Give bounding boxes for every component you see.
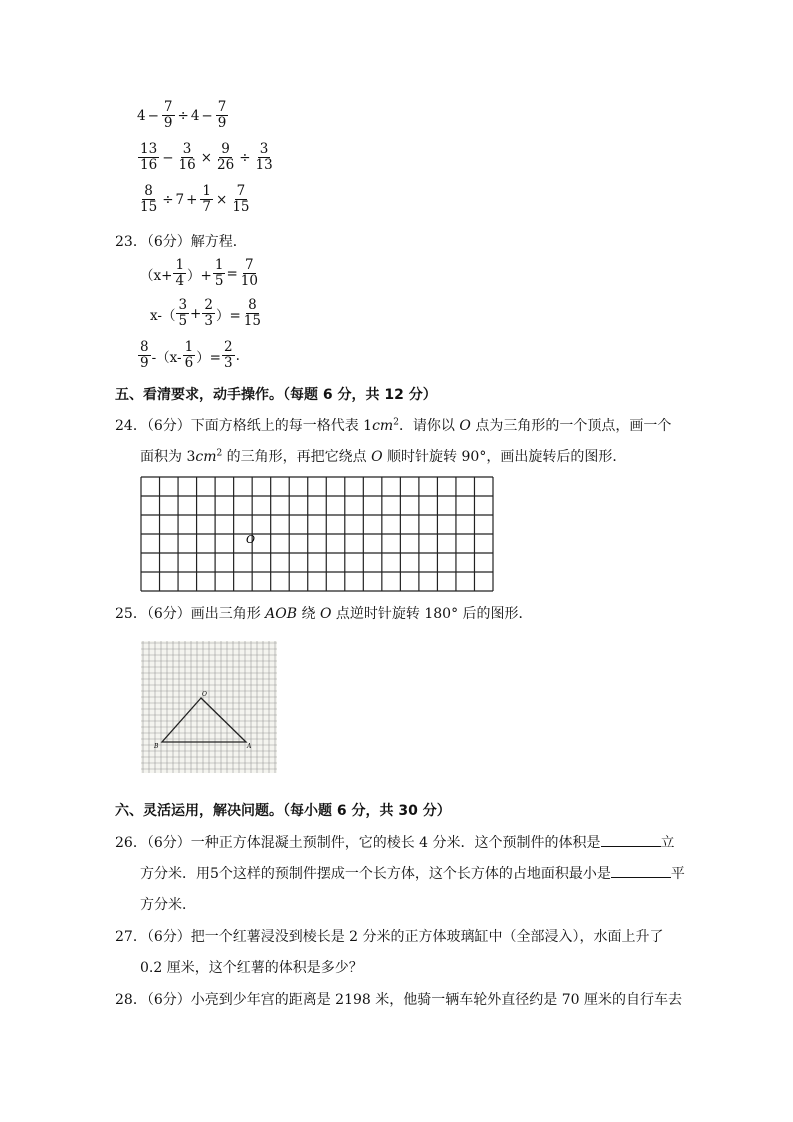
- vertex-o-label: O: [202, 691, 207, 698]
- unit: cm: [372, 418, 394, 434]
- fraction: [138, 340, 151, 371]
- text: 方分米．用5个这样的预制件摆成一个长方体，这个长方体的占地面积最小是: [140, 866, 611, 882]
- section-6-heading: 六、灵活运用，解决问题。（每小题 6 分，共 30 分）: [115, 803, 451, 819]
- numerator: 2: [204, 297, 213, 313]
- text: 面积为 3: [140, 449, 196, 465]
- operator: −: [201, 107, 213, 124]
- numerator: 1: [202, 183, 211, 199]
- numerator: 8: [248, 297, 257, 313]
- operator: ÷: [177, 107, 189, 124]
- text: +: [190, 305, 202, 322]
- denominator: 15: [243, 313, 261, 329]
- text: 绕: [297, 606, 320, 622]
- fraction: [173, 258, 186, 289]
- question-27-line-2: 0.2 厘米，这个红薯的体积是多少？: [140, 960, 363, 976]
- denominator: 9: [217, 115, 227, 131]
- fraction: [222, 340, 235, 371]
- denominator: 15: [140, 199, 158, 215]
- grid-lines: [141, 477, 493, 591]
- number: 4: [190, 107, 200, 124]
- superscript: 2: [393, 417, 399, 428]
- text: ．请你以: [398, 418, 460, 434]
- denominator: 5: [214, 273, 224, 289]
- point-o-label: O: [246, 533, 256, 546]
- numerator: 8: [144, 183, 153, 199]
- fraction: [242, 298, 263, 329]
- fraction: [230, 184, 251, 215]
- point-label: O: [459, 418, 471, 434]
- grid-paper-2: [141, 641, 277, 773]
- text: x-（: [150, 307, 176, 324]
- denominator: 9: [140, 355, 149, 371]
- vertex-b-label: B: [154, 743, 159, 750]
- numerator: 13: [140, 141, 158, 157]
- text: （x+: [140, 267, 173, 284]
- fraction: [202, 298, 215, 329]
- operator: ×: [200, 149, 212, 166]
- denominator: 3: [204, 313, 213, 329]
- text: 平: [670, 866, 685, 882]
- number: 7: [175, 191, 185, 208]
- point-label: O: [319, 606, 332, 622]
- superscript: 2: [216, 448, 223, 459]
- fraction: [216, 100, 229, 131]
- numerator: 9: [221, 141, 230, 157]
- denominator: 4: [175, 273, 185, 289]
- text: 顺时针旋转 90°，画出旋转后的图形．: [382, 449, 627, 465]
- fraction: [177, 142, 198, 173]
- section-5-heading: 五、看清要求，动手操作。（每题 6 分，共 12 分）: [115, 387, 437, 403]
- unit: cm: [195, 449, 217, 465]
- text: =: [226, 265, 238, 282]
- text: .: [235, 347, 240, 364]
- vertex-a-label: A: [247, 743, 252, 750]
- fraction: [176, 298, 189, 329]
- text: 24．（6分）下面方格纸上的每一格代表 1: [115, 418, 373, 434]
- numerator: 1: [214, 257, 224, 273]
- numerator: 7: [236, 183, 246, 199]
- denominator: 10: [240, 273, 258, 289]
- operator: ÷: [239, 149, 251, 166]
- operator: −: [162, 149, 174, 166]
- answer-blank-1[interactable]: [601, 832, 661, 847]
- numerator: 7: [217, 99, 227, 115]
- triangle-label: AOB: [265, 606, 298, 622]
- numerator: 7: [163, 99, 173, 115]
- fraction: [239, 258, 260, 289]
- question-27-line-1: 27．（6分）把一个红薯浸没到棱长是 2 分米的正方体玻璃缸中（全部浸入），水面上升了: [115, 929, 664, 945]
- point-label: O: [371, 449, 383, 465]
- denominator: 15: [232, 199, 250, 215]
- fraction: [162, 100, 175, 131]
- question-23: 23．（6分）解方程．: [115, 234, 247, 250]
- question-26-line-2: [140, 863, 685, 883]
- denominator: 9: [163, 115, 173, 131]
- denominator: 5: [178, 313, 188, 329]
- question-28-line-1: 28．（6分）小亮到少年宫的距离是 2198 米，他骑一辆车轮外直径约是 70 厘米的自行车去: [115, 992, 682, 1008]
- numerator: 3: [259, 141, 269, 157]
- fraction: [183, 340, 196, 371]
- denominator: 26: [217, 157, 235, 173]
- text: 的三角形，再把它绕点: [222, 449, 372, 465]
- numerator: 8: [140, 339, 149, 355]
- grid-paper-1: [140, 476, 494, 592]
- denominator: 3: [224, 355, 233, 371]
- fraction: [138, 142, 159, 173]
- text: 点为三角形的一个顶点，画一个: [470, 418, 672, 434]
- numerator: 1: [184, 339, 194, 355]
- text: 点逆时针旋转 180° 后的图形．: [331, 606, 533, 622]
- equation-3: [137, 340, 240, 371]
- fraction: [200, 184, 213, 215]
- operator: +: [186, 191, 198, 208]
- text: 25．（6分）画出三角形: [115, 606, 266, 622]
- denominator: 13: [255, 157, 273, 173]
- text: ）=: [196, 349, 221, 366]
- denominator: 7: [202, 199, 211, 215]
- numerator: 2: [224, 339, 233, 355]
- numerator: 7: [245, 257, 254, 273]
- numerator: 3: [182, 141, 192, 157]
- equation-2: [150, 298, 264, 329]
- denominator: 6: [184, 355, 194, 371]
- expression-3: [137, 184, 253, 215]
- fraction: [215, 142, 236, 173]
- fraction: [213, 258, 226, 289]
- question-26-line-3: 方分米．: [140, 897, 196, 913]
- fraction: [138, 184, 159, 215]
- question-25: [115, 603, 533, 623]
- equation-1: [140, 258, 261, 289]
- question-26-line-1: [115, 832, 675, 852]
- operator: ÷: [162, 191, 174, 208]
- answer-blank-2[interactable]: [611, 863, 671, 878]
- number: 4: [137, 107, 146, 124]
- fraction: [254, 142, 275, 173]
- text: 26．（6分）一种正方体混凝土预制件，它的棱长 4 分米．这个预制件的体积是: [115, 835, 601, 851]
- text: -（x-: [151, 349, 182, 366]
- text: ）=: [215, 307, 241, 324]
- question-24-line-2: [140, 446, 626, 466]
- text: ）+: [187, 267, 212, 284]
- question-24-line-1: [115, 415, 671, 435]
- expression-1: [137, 100, 229, 131]
- numerator: 1: [175, 257, 185, 273]
- numerator: 3: [178, 297, 188, 313]
- text: 立: [660, 835, 675, 851]
- denominator: 16: [178, 157, 196, 173]
- operator: −: [147, 107, 159, 124]
- denominator: 16: [140, 157, 158, 173]
- expression-2: [137, 142, 276, 173]
- operator: ×: [216, 191, 228, 208]
